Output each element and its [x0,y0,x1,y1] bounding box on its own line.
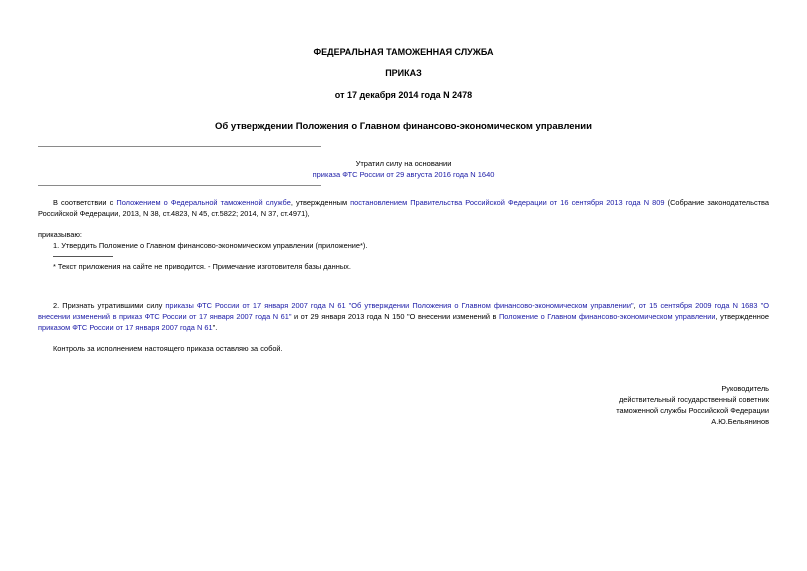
signature-block [616,383,769,427]
footnote: * Текст приложения на сайте не приводится. - Примечание изготовителя базы данных. [53,262,351,271]
repeal-notice-link[interactable]: приказа ФТС России от 29 августа 2016 года N 1640 [312,170,495,179]
regulation-link[interactable]: Положение о Главном финансово-экономическом управлении [499,312,716,321]
order-word: приказываю: [38,230,82,239]
signature-rank: действительный государственный советник [618,395,769,404]
order-61-link[interactable]: приказы ФТС России от 17 января 2007 года N 61 "Об утверждении Положения о Главном финансово-экономическом управлении" [165,301,634,310]
date-line: от 17 декабря 2014 года N 2478 [334,90,473,100]
order-1683-link[interactable]: от 15 сентября 2009 года N 1683 "О внесении изменений в приказ ФТС России от 17 января 2007 года N 61" [38,301,769,321]
fts-regulation-link[interactable]: Положением о Федеральной таможенной службе [116,198,291,207]
item-2: 2. Признать утратившими силу приказы ФТС России от 17 января 2007 года N 61 "Об утверждении Положения о Главном финансово-экономическом управлении", от 15 сентября 2009 года N 1683 "О внесении изменений в приказ ФТС России от 17 января 2007 года N 61" и от 29 января 2013 года N 150 "О внесении изменений в Положение о Главном финансово-экономическом управлении, утвержденное приказом ФТС России от 17 января 2007 года N 61". [38,301,769,332]
agency-heading: ФЕДЕРАЛЬНАЯ ТАМОЖЕННАЯ СЛУЖБА [313,47,494,57]
item-1: 1. Утвердить Положение о Главном финансово-экономическом управлении (приложение*). [53,241,368,250]
doc-type-heading: ПРИКАЗ [385,68,422,78]
repeal-notice-text: Утратил силу на основании [355,159,452,168]
footnote-rule [53,256,113,257]
top-rule [38,146,321,147]
bottom-rule [38,185,321,186]
order-61-approval-link[interactable]: приказом ФТС России от 17 января 2007 года N 61 [38,323,213,332]
item-3: Контроль за исполнением настоящего приказа оставляю за собой. [53,344,283,353]
signature-name: А.Ю.Бельянинов [711,417,769,426]
preamble-paragraph: В соответствии с Положением о Федеральной таможенной службе, утвержденным постановлением Правительства Российской Федерации от 16 сентября 2013 года N 809 (Собрание законодательства Российской Федерации, 2013, N 38, ст.4823, N 45, ст.5822; 2014, N 37, ст.4971), [38,198,769,218]
signature-service: таможенной службы Российской Федерации [616,406,769,415]
document-title: Об утверждении Положения о Главном финансово-экономическом управлении [215,121,592,132]
government-decree-link[interactable]: постановлением Правительства Российской Федерации от 16 сентября 2013 года N 809 [350,198,665,207]
repeal-notice-line [0,169,807,180]
signature-position: Руководитель [721,384,769,393]
